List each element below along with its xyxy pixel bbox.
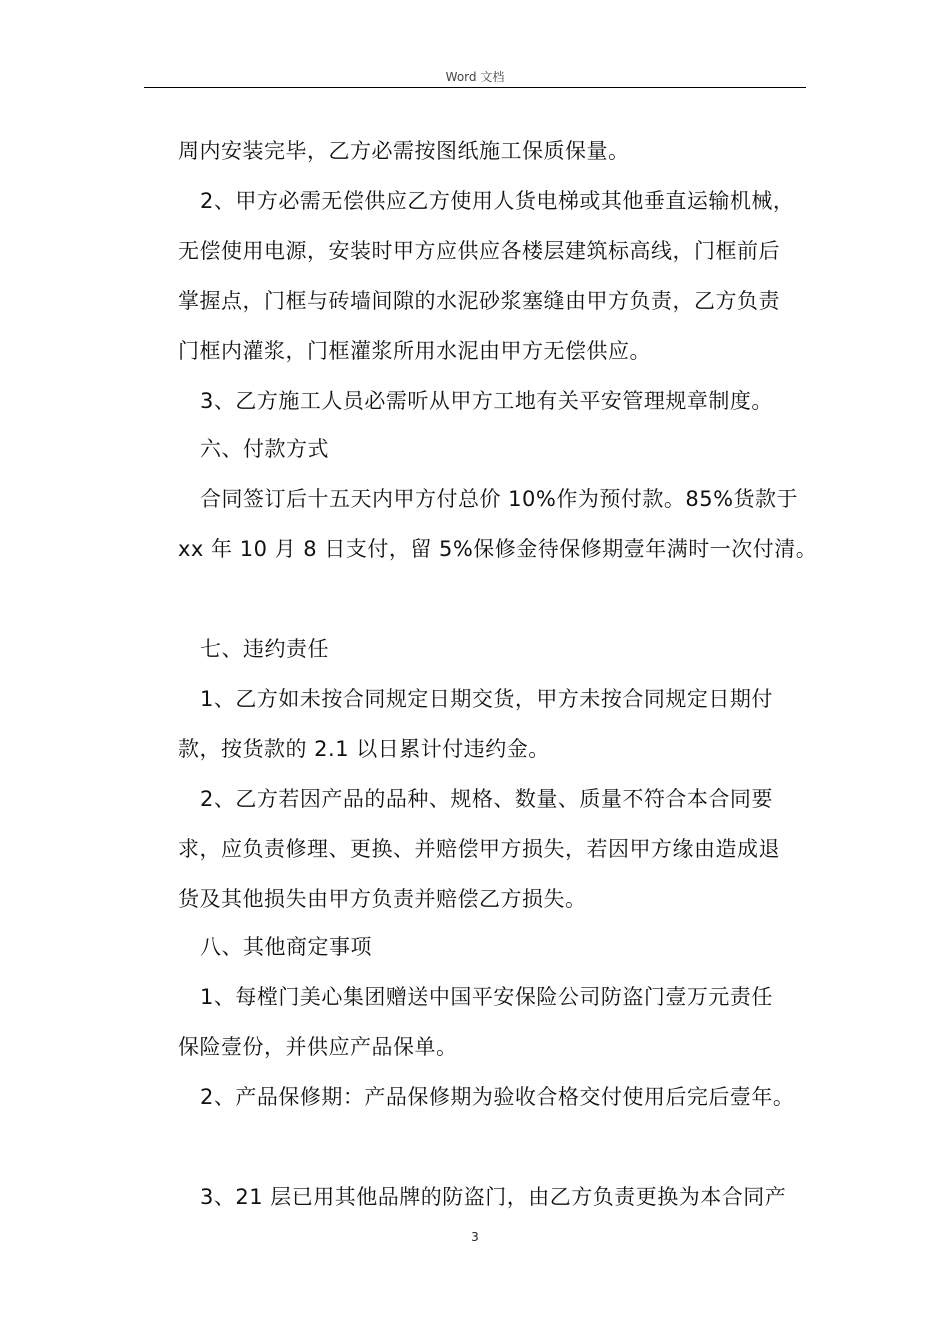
body-line: 保险壹份，并供应产品保单。 bbox=[178, 1035, 458, 1059]
body-line: 合同签订后十五天内甲方付总价 10%作为预付款。85%货款于 bbox=[200, 487, 799, 511]
body-line: 3、乙方施工人员必需听从甲方工地有关平安管理规章制度。 bbox=[200, 389, 773, 413]
body-line: 款，按货款的 2.1 以日累计付违约金。 bbox=[178, 737, 550, 761]
body-line: 1、每樘门美心集团赠送中国平安保险公司防盗门壹万元责任 bbox=[200, 985, 773, 1009]
body-line: 2、甲方必需无偿供应乙方使用人货电梯或其他垂直运输机械， bbox=[200, 189, 795, 213]
body-line: 2、乙方若因产品的品种、规格、数量、质量不符合本合同要 bbox=[200, 787, 773, 811]
body-line: 3、21 层已用其他品牌的防盗门，由乙方负责更换为本合同产 bbox=[200, 1185, 787, 1209]
body-line: xx 年 10 月 8 日支付，留 5%保修金待保修期壹年满时一次付清。 bbox=[178, 537, 818, 561]
section-heading: 八、其他商定事项 bbox=[200, 935, 372, 959]
section-heading: 六、付款方式 bbox=[200, 437, 329, 461]
body-line: 门框内灌浆，门框灌浆所用水泥由甲方无偿供应。 bbox=[178, 339, 651, 363]
body-line: 周内安装完毕，乙方必需按图纸施工保质保量。 bbox=[178, 139, 630, 163]
body-line: 求，应负责修理、更换、并赔偿甲方损失，若因甲方缘由造成退 bbox=[178, 837, 780, 861]
body-line: 货及其他损失由甲方负责并赔偿乙方损失。 bbox=[178, 887, 587, 911]
header-divider bbox=[144, 87, 806, 88]
section-heading: 七、违约责任 bbox=[200, 637, 329, 661]
body-line: 1、乙方如未按合同规定日期交货，甲方未按合同规定日期付 bbox=[200, 687, 773, 711]
body-line: 无偿使用电源，安装时甲方应供应各楼层建筑标高线，门框前后 bbox=[178, 239, 780, 263]
body-line: 掌握点，门框与砖墙间隙的水泥砂浆塞缝由甲方负责，乙方负责 bbox=[178, 289, 780, 313]
page-header: Word 文档 bbox=[445, 70, 505, 84]
body-line: 2、产品保修期：产品保修期为验收合格交付使用后完后壹年。 bbox=[200, 1085, 795, 1109]
page-number: 3 bbox=[471, 1230, 479, 1244]
